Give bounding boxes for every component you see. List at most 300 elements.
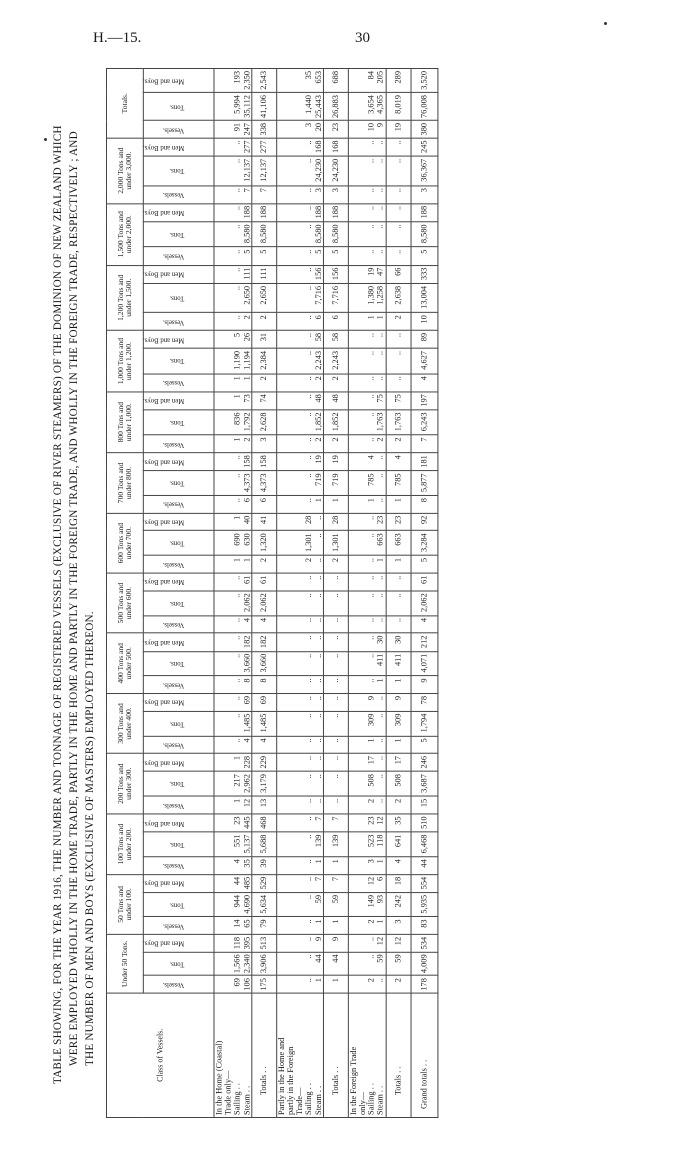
cell: .. 5 [277,247,324,265]
sub-header: Tons. [143,711,214,736]
cell: .. 61 [214,573,252,591]
total-cell: 4 [252,736,277,754]
grand-cell: 4,009 [411,952,438,976]
cell: 5,994 35,112 [214,93,252,121]
grand-cell: 1,794 [411,711,438,736]
cell: 193 2,350 [214,68,252,92]
total-cell: 158 [252,453,277,471]
total-cell: 1,763 [386,410,411,435]
cell: .. 2 [277,435,324,453]
cell: 2 .. [348,796,386,814]
total-cell: 75 [386,392,411,410]
total-cell: 1 [386,676,411,694]
total-cell: 2,062 [252,591,277,616]
cell: 4 35 [214,857,252,875]
section-label: In the Home (Coastal) Trade only— Sailing . . Steam . . [214,993,252,1117]
tonnage-group-header: 600 Tons and under 700. [106,513,143,573]
cell: 9 .. [348,694,386,712]
total-cell: 156 [323,265,348,283]
speck-mark [44,138,47,141]
total-cell: 188 [252,203,277,222]
table-title [50,84,98,1084]
grand-cell: 6,243 [411,410,438,435]
cell: 19 47 [348,265,386,283]
total-cell: .. [323,651,348,676]
grand-cell: 3,520 [411,68,438,92]
total-cell: .. [386,348,411,373]
grand-cell: 36,367 [411,156,438,185]
grand-cell: 8,580 [411,222,438,247]
cell: 1 .. [348,736,386,754]
table-row [348,68,386,1117]
tonnage-group-header: 800 Tons and under 1,000. [106,392,143,453]
cell: .. 7 [277,874,324,892]
cell: .. 6 [277,313,324,331]
grand-cell: 3,284 [411,531,438,556]
grand-cell: 178 [411,976,438,993]
grand-cell: 510 [411,814,438,832]
total-cell: 9 [323,934,348,951]
sub-header: Men and Boys. [143,814,214,832]
total-cell: 242 [386,892,411,917]
total-cell: 7 [252,186,277,204]
cell: 1 228 [214,753,252,771]
cell: 1,380 1,258 [348,283,386,312]
grand-cell: 89 [411,330,438,348]
cell: 3,654 4,365 [348,93,386,121]
cell: .. 69 [214,694,252,712]
grand-cell: 2,062 [411,591,438,616]
cell: .. 5 [214,247,252,265]
tonnage-group-header: 400 Tons and under 500. [106,633,143,693]
total-cell: 1 [323,917,348,934]
cell: 1,190 1,194 [214,348,252,373]
total-cell: 641 [386,832,411,857]
total-cell: 7 [323,874,348,892]
vessels-table [106,68,438,1118]
sub-header: Vessels. [143,615,214,633]
title-line-3: THE NUMBER OF MEN AND BOYS (EXCLUSIVE OF MASTERS) EMPLOYED THEREON. [84,611,96,1066]
sub-header: Men and Boys. [143,874,214,892]
cell: 309 .. [348,711,386,736]
cell: .. 58 [277,330,324,348]
total-cell: 309 [386,711,411,736]
total-cell: 74 [252,392,277,410]
title-line-2: WERE EMPLOYED WHOLLY IN THE HOME TRADE, PARTLY IN THE HOME AND PARTLY IN THE FOREIGN TRADE, AND WHOLLY IN THE FOREIGN TRADE, RESPECTIVELY ; AND [68,131,80,1066]
class-header: Class of Vessels. [106,993,213,1117]
total-cell: 18 [386,874,411,892]
cell: .. .. [277,676,324,694]
total-cell: 4 [252,615,277,633]
grand-cell: 3,687 [411,772,438,797]
cell: 28 .. [277,513,324,531]
cell: .. .. [277,573,324,591]
cell: 2 .. [348,976,386,993]
tonnage-group-header: 300 Tons and under 400. [106,694,143,754]
total-cell: 1,852 [323,410,348,435]
sub-header: Men and Boys. [143,68,214,92]
total-cell: 59 [386,952,411,976]
total-cell: .. [386,138,411,156]
cell: .. 44 [277,952,324,976]
total-cell: 3 [252,435,277,453]
sub-header: Vessels. [143,556,214,574]
totals-label: Totals . . [252,993,277,1117]
cell: 69 106 [214,976,252,993]
total-cell: 5 [252,247,277,265]
total-cell: 785 [386,471,411,496]
cell: .. 7 [214,186,252,204]
cell: .. .. [348,591,386,616]
sub-header: Vessels. [143,857,214,875]
cell: 149 93 [348,892,386,917]
grand-cell: 10 [411,313,438,331]
cell: 508 .. [348,772,386,797]
grand-cell: 246 [411,753,438,771]
total-cell: 688 [323,68,348,92]
total-cell: .. [386,330,411,348]
total-cell: .. [386,222,411,247]
grand-cell: 197 [411,392,438,410]
total-cell: .. [323,573,348,591]
total-cell: 28 [323,513,348,531]
cell: 217 2,962 [214,772,252,797]
cell: .. .. [277,772,324,797]
grand-cell: 78 [411,694,438,712]
total-cell: 4,373 [252,471,277,496]
grand-totals-label: Grand totals . . [411,993,438,1117]
cell: 23 12 [348,814,386,832]
cell: .. .. [348,573,386,591]
total-cell: .. [386,156,411,185]
sub-header: Men and Boys. [143,392,214,410]
cell: .. 2,243 [277,348,324,373]
sub-header: Vessels. [143,917,214,934]
cell: .. 182 [214,633,252,651]
cell: .. 2 [277,374,324,392]
cell: 1,440 25,443 [277,93,324,121]
sub-header: Tons. [143,531,214,556]
cell: .. .. [348,348,386,373]
total-cell: 23 [386,513,411,531]
total-cell: 2 [323,374,348,392]
cell: .. 156 [277,265,324,283]
cell: 44 485 [214,874,252,892]
tonnage-group-header: 1,200 Tons and under 1,500. [106,265,143,330]
total-cell: 59 [323,892,348,917]
title-line-1: TABLE SHOWING, FOR THE YEAR 1916, THE NUMBER AND TONNAGE OF REGISTERED VESSELS (EXCLUSIVE OF RIVER STEAMERS) OF THE DOMINION OF NEW ZEALAND WHICH [52,125,64,1084]
cell: .. 2 [348,435,386,453]
cell: 23 445 [214,814,252,832]
cell: .. 188 [214,203,252,222]
tonnage-group-header: 100 Tons and under 200. [106,814,143,874]
cell: .. 1,852 [277,410,324,435]
sub-header: Men and Boys. [143,265,214,283]
cell: .. 48 [277,392,324,410]
total-cell: 30 [386,633,411,651]
total-cell: .. [386,374,411,392]
cell: .. 1 [277,917,324,934]
cell: .. 8,580 [277,222,324,247]
cell: 1 12 [214,796,252,814]
cell: .. .. [348,374,386,392]
section-label: Partly in the Home and partly in the Foreign Trade— Sailing . . Steam . . [277,993,324,1117]
cell: .. 6 [214,496,252,514]
cell: .. 3,660 [214,651,252,676]
total-cell: 8,580 [252,222,277,247]
total-cell: 6 [323,313,348,331]
tonnage-group-header: 200 Tons and under 300. [106,753,143,813]
cell: 1,301 .. [277,531,324,556]
total-cell: 2,543 [252,68,277,92]
sub-header: Tons. [143,832,214,857]
total-cell: 2 [386,435,411,453]
total-cell: 58 [323,330,348,348]
total-cell: 8,019 [386,93,411,121]
sub-header: Vessels. [143,736,214,754]
cell: 1 2 [214,435,252,453]
grand-cell: 4 [411,374,438,392]
total-cell: 3,660 [252,651,277,676]
total-cell: 41 [252,513,277,531]
table-row [214,68,252,1117]
cell: 3 1 [348,857,386,875]
cell: .. 168 [277,138,324,156]
grand-cell: 5 [411,247,438,265]
total-cell: 19 [386,120,411,137]
sub-header: Vessels. [143,976,214,993]
total-cell: 2 [252,313,277,331]
cell: 2 1 [348,917,386,934]
cell: .. .. [277,796,324,814]
cell: .. 1 [277,857,324,875]
total-cell: 175 [252,976,277,993]
grand-cell: 5,877 [411,471,438,496]
total-cell: .. [323,772,348,797]
grand-cell: 5 [411,736,438,754]
sub-header: Tons. [143,651,214,676]
sub-header: Tons. [143,591,214,616]
sub-header: Men and Boys. [143,513,214,531]
total-cell: 2,243 [323,348,348,373]
sub-header: Men and Boys. [143,934,214,951]
cell: .. 277 [214,138,252,156]
cell: .. .. [348,138,386,156]
grand-cell: 8 [411,496,438,514]
grand-cell: 15 [411,796,438,814]
total-cell: 69 [252,694,277,712]
sub-header: Tons. [143,222,214,247]
cell: 10 9 [348,120,386,137]
total-cell: .. [386,186,411,204]
sub-header: Vessels. [143,796,214,814]
page-code: H.—15. [93,30,142,46]
sub-header: Vessels. [143,313,214,331]
sub-header: Men and Boys. [143,753,214,771]
total-cell: 2,638 [386,283,411,312]
sub-header: Men and Boys. [143,633,214,651]
grand-cell: 181 [411,453,438,471]
total-cell: 39 [252,857,277,875]
cell: .. 1,763 [348,410,386,435]
total-cell: 2 [323,556,348,574]
total-cell: 79 [252,917,277,934]
cell: .. .. [348,156,386,185]
cell: .. 139 [277,832,324,857]
total-cell: 1 [323,976,348,993]
tonnage-group-header: 2,000 Tons and under 3,000. [106,138,143,203]
sub-header: Vessels. [143,120,214,137]
grand-cell: 380 [411,120,438,137]
cell: 690 630 [214,531,252,556]
page-number: 30 [355,30,370,46]
grand-cell: 6,468 [411,832,438,857]
grand-cell: 534 [411,934,438,951]
total-cell: 139 [323,832,348,857]
cell: 91 247 [214,120,252,137]
cell: .. 4,373 [214,471,252,496]
cell: 118 395 [214,934,252,951]
cell: .. .. [348,222,386,247]
tonnage-group-header: 500 Tons and under 600. [106,573,143,633]
total-cell: 1 [386,736,411,754]
grand-cell: 4,071 [411,651,438,676]
total-cell: 5,634 [252,892,277,917]
total-cell: .. [323,796,348,814]
cell: .. 2,650 [214,283,252,312]
sub-header: Vessels. [143,496,214,514]
cell: 1 .. [348,496,386,514]
cell: .. .. [348,615,386,633]
total-cell: 277 [252,138,277,156]
sub-header: Vessels. [143,435,214,453]
total-cell: 2,628 [252,410,277,435]
grand-cell: 4,627 [411,348,438,373]
total-cell: 17 [386,753,411,771]
sub-header: Men and Boys. [143,453,214,471]
cell: .. 75 [348,392,386,410]
cell: 35 653 [277,68,324,92]
cell: .. 1,485 [214,711,252,736]
grand-cell: 554 [411,874,438,892]
cell: .. 158 [214,453,252,471]
cell: .. 719 [277,471,324,496]
cell: .. .. [277,694,324,712]
total-cell: 3,906 [252,952,277,976]
cell: 2 .. [277,556,324,574]
totals-label: Totals . . [323,993,348,1117]
table-row [277,68,324,1117]
cell: .. 7,716 [277,283,324,312]
total-cell: 1,320 [252,531,277,556]
cell: .. .. [348,186,386,204]
cell: .. 1 [277,496,324,514]
total-cell: 41,106 [252,93,277,121]
total-cell: 663 [386,531,411,556]
sub-header: Tons. [143,156,214,185]
cell: 1,566 2,340 [214,952,252,976]
tonnage-group-header: 50 Tons and under 100. [106,874,143,934]
total-cell: 5,688 [252,832,277,857]
sub-header: Tons. [143,348,214,373]
sub-header: Tons. [143,952,214,976]
sub-header: Vessels. [143,247,214,265]
cell: 84 205 [348,68,386,92]
totals-row [323,68,348,1117]
total-cell: 3 [386,917,411,934]
total-cell: 8 [252,676,277,694]
total-cell: 2 [386,796,411,814]
sub-header: Tons. [143,892,214,917]
cell: .. .. [277,651,324,676]
speck-mark [604,22,607,25]
cell: 1 73 [214,392,252,410]
cell: 1 40 [214,513,252,531]
cell: .. 59 [277,892,324,917]
total-cell: 5 [323,247,348,265]
sub-header: Tons. [143,471,214,496]
cell: .. .. [277,736,324,754]
total-cell: 338 [252,120,277,137]
total-cell: 1 [386,556,411,574]
grand-cell: 61 [411,573,438,591]
grand-cell: 9 [411,676,438,694]
cell: .. 2 [214,313,252,331]
total-cell: 2,650 [252,283,277,312]
total-cell: 13 [252,796,277,814]
total-cell: 1 [323,857,348,875]
grand-cell: 188 [411,203,438,222]
total-cell: .. [386,615,411,633]
tonnage-group-header: Under 50 Tons. [106,934,143,993]
totals-row [252,68,277,1117]
cell: 1 1 [348,313,386,331]
total-cell: .. [323,615,348,633]
totals-row [386,68,411,1117]
cell: 4 .. [348,453,386,471]
cell: 12 6 [348,874,386,892]
rotated-table-page [50,63,580,1118]
section-label: In the Foreign Trade only— Sailing . . Steam . . [348,993,386,1117]
grand-cell: 5,935 [411,892,438,917]
total-cell: 61 [252,573,277,591]
total-cell: 2 [323,435,348,453]
total-cell: 168 [323,138,348,156]
cell: 785 .. [348,471,386,496]
cell: .. 30 [348,633,386,651]
cell: .. 8 [214,676,252,694]
cell: .. 1 [348,556,386,574]
total-cell: 12 [386,934,411,951]
cell: 17 .. [348,753,386,771]
total-cell: 182 [252,633,277,651]
cell: .. 24,230 [277,156,324,185]
total-cell: 6 [252,496,277,514]
cell: .. 12 [348,934,386,951]
cell: .. 111 [214,265,252,283]
total-cell: 1,485 [252,711,277,736]
cell: 836 1,792 [214,410,252,435]
tonnage-group-header: 1,000 Tons and under 1,200. [106,330,143,391]
total-cell: 3,179 [252,772,277,797]
total-cell: 24,230 [323,156,348,185]
cell: .. 12,137 [214,156,252,185]
total-cell: 1 [386,496,411,514]
sub-header: Men and Boys. [143,203,214,222]
tonnage-group-header: Totals. [106,68,143,137]
cell: .. 1 [348,676,386,694]
sub-header: Vessels. [143,374,214,392]
